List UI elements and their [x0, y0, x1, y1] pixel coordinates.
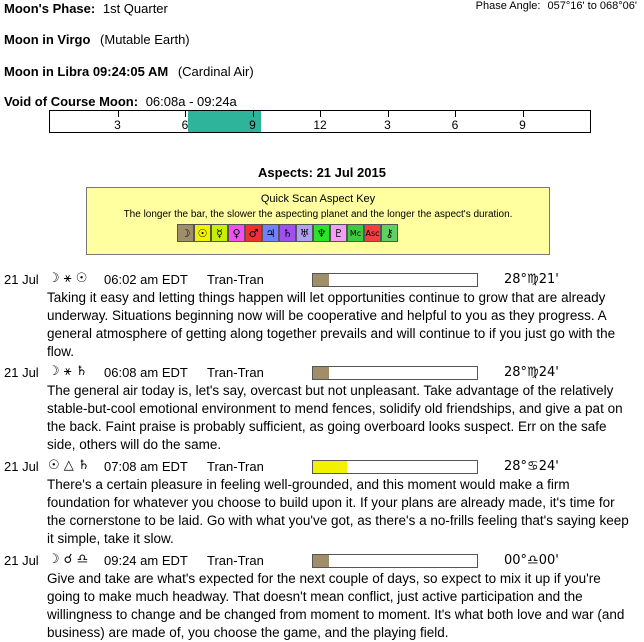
mars-icon: ♂ — [245, 224, 262, 242]
entry-type: Tran-Tran — [207, 365, 264, 380]
entry-position: 28°♍24' — [504, 365, 559, 380]
duration-bar — [312, 366, 478, 380]
aspect-glyph-icon: ☽ ⚹ ♄ — [48, 364, 88, 379]
entry-position: 00°♎00' — [504, 553, 559, 568]
timeline-tick-label: 12 — [313, 118, 327, 132]
timeline-tick-label: 9 — [519, 118, 526, 132]
timeline-tick-label: 9 — [249, 118, 256, 132]
timeline-tick — [320, 111, 321, 117]
aspect-key-chips — [177, 224, 398, 242]
moon-libra-value: (Cardinal Air) — [177, 64, 254, 79]
entry-position: 28°♍21' — [504, 272, 559, 287]
entry-description: Give and take are what's expected for the next couple of days, so expect to mix it up if you're going to make much headway. That doesn't mean conflict, just active participation and the willingness to change and be changed from moment to moment. It's what both love and war (and business) are made of, you choose the game, and the playing field. — [47, 571, 625, 640]
moon-in-virgo-row — [4, 32, 190, 47]
entry-time: 09:24 am EDT — [104, 553, 188, 568]
timeline-tick-label: 6 — [451, 118, 459, 132]
midheaven-icon: Mc — [347, 224, 364, 242]
ascendant-icon: Asc — [364, 224, 381, 242]
timeline-tick — [185, 111, 186, 117]
entry-description: Taking it easy and letting things happen will let opportunities continue to grow that are already underway. Situations beginning now will be cooperative and helpful to you as they progress. A general atmosphere of getting along together prevails and will continue to if you just go with the flow. — [47, 290, 616, 359]
duration-bar-fill — [313, 555, 329, 567]
moon-phase-label: Moon's Phase: — [4, 1, 96, 16]
moon-icon: ☽ — [177, 224, 194, 242]
entry-date: 21 Jul — [4, 365, 39, 380]
chiron-icon: ⚷ — [381, 224, 398, 242]
mercury-icon: ☿ — [211, 224, 228, 242]
entry-type: Tran-Tran — [207, 272, 264, 287]
aspect-key-text: The longer the bar, the slower the aspecting planet and the longer the aspect's duration. — [123, 209, 513, 220]
duration-bar-fill — [313, 461, 347, 473]
moon-phase-row — [4, 1, 168, 16]
timeline-tick — [455, 111, 456, 117]
timeline-tick-label: 3 — [384, 118, 391, 132]
phase-angle-label: Phase Angle: — [475, 0, 541, 12]
moon-virgo-label: Moon in Virgo — [4, 32, 91, 47]
entry-description: There's a certain pleasure in feeling well-grounded, and this moment would make a firm foundation for whatever you choose to build upon it. If your plans are already made, it's time for the cornerstone to be laid. Go with what you've got, as there's a no-frills feeling that's saying keep it simple, take it slow. — [47, 477, 629, 546]
timeline-tick — [523, 111, 524, 117]
aspect-key — [86, 187, 550, 255]
entry-type: Tran-Tran — [207, 459, 264, 474]
moon-in-libra-row — [4, 64, 254, 79]
duration-bar-fill — [313, 367, 329, 379]
entry-date: 21 Jul — [4, 272, 39, 287]
timeline-tick-label: 3 — [114, 118, 121, 132]
entry-time: 07:08 am EDT — [104, 459, 188, 474]
timeline-tick — [118, 111, 119, 117]
sun-icon: ☉ — [194, 224, 211, 242]
phase-angle-value: 057°16' to 068°06' — [547, 0, 637, 12]
duration-bar — [312, 460, 478, 474]
pluto-icon: ♇ — [330, 224, 347, 242]
aspects-title: Aspects: 21 Jul 2015 — [258, 165, 386, 180]
void-value: 06:08a - 09:24a — [145, 94, 237, 109]
entry-time: 06:02 am EDT — [104, 272, 188, 287]
entry-time: 06:08 am EDT — [104, 365, 188, 380]
timeline-tick — [388, 111, 389, 117]
void-timeline — [49, 110, 591, 133]
entry-description: The general air today is, let's say, overcast but not unpleasant. Take advantage of the relatively stable-but-cool emotional environment to mend fences, solidify old friendships, and give a pat on the back. Faint praise is probably sufficient, as going overboard looks suspect. Err on the safe side, others will do the same. — [47, 383, 623, 452]
aspect-glyph-icon: ☽ ☌ ♎ — [48, 552, 89, 567]
moon-virgo-value: (Mutable Earth) — [100, 32, 190, 47]
phase-angle — [476, 0, 637, 12]
venus-icon: ♀ — [228, 224, 245, 242]
void-of-course-row — [4, 94, 237, 109]
entry-type: Tran-Tran — [207, 553, 264, 568]
duration-bar-fill — [313, 274, 329, 286]
timeline-tick-label: 6 — [181, 118, 189, 132]
moon-phase-value: 1st Quarter — [102, 1, 168, 16]
void-label: Void of Course Moon: — [4, 94, 139, 109]
entry-date: 21 Jul — [4, 459, 39, 474]
entry-date: 21 Jul — [4, 553, 39, 568]
jupiter-icon: ♃ — [262, 224, 279, 242]
aspect-glyph-icon: ☽ ⚹ ☉ — [48, 271, 88, 286]
neptune-icon: ♆ — [313, 224, 330, 242]
duration-bar — [312, 554, 478, 568]
duration-bar — [312, 273, 478, 287]
saturn-icon: ♄ — [279, 224, 296, 242]
entry-position: 28°♋24' — [504, 459, 559, 474]
aspect-glyph-icon: ☉ △ ♄ — [48, 458, 90, 473]
timeline-tick — [253, 111, 254, 117]
uranus-icon: ♅ — [296, 224, 313, 242]
moon-libra-label: Moon in Libra 09:24:05 AM — [4, 64, 169, 79]
aspect-key-title: Quick Scan Aspect Key — [260, 193, 376, 205]
